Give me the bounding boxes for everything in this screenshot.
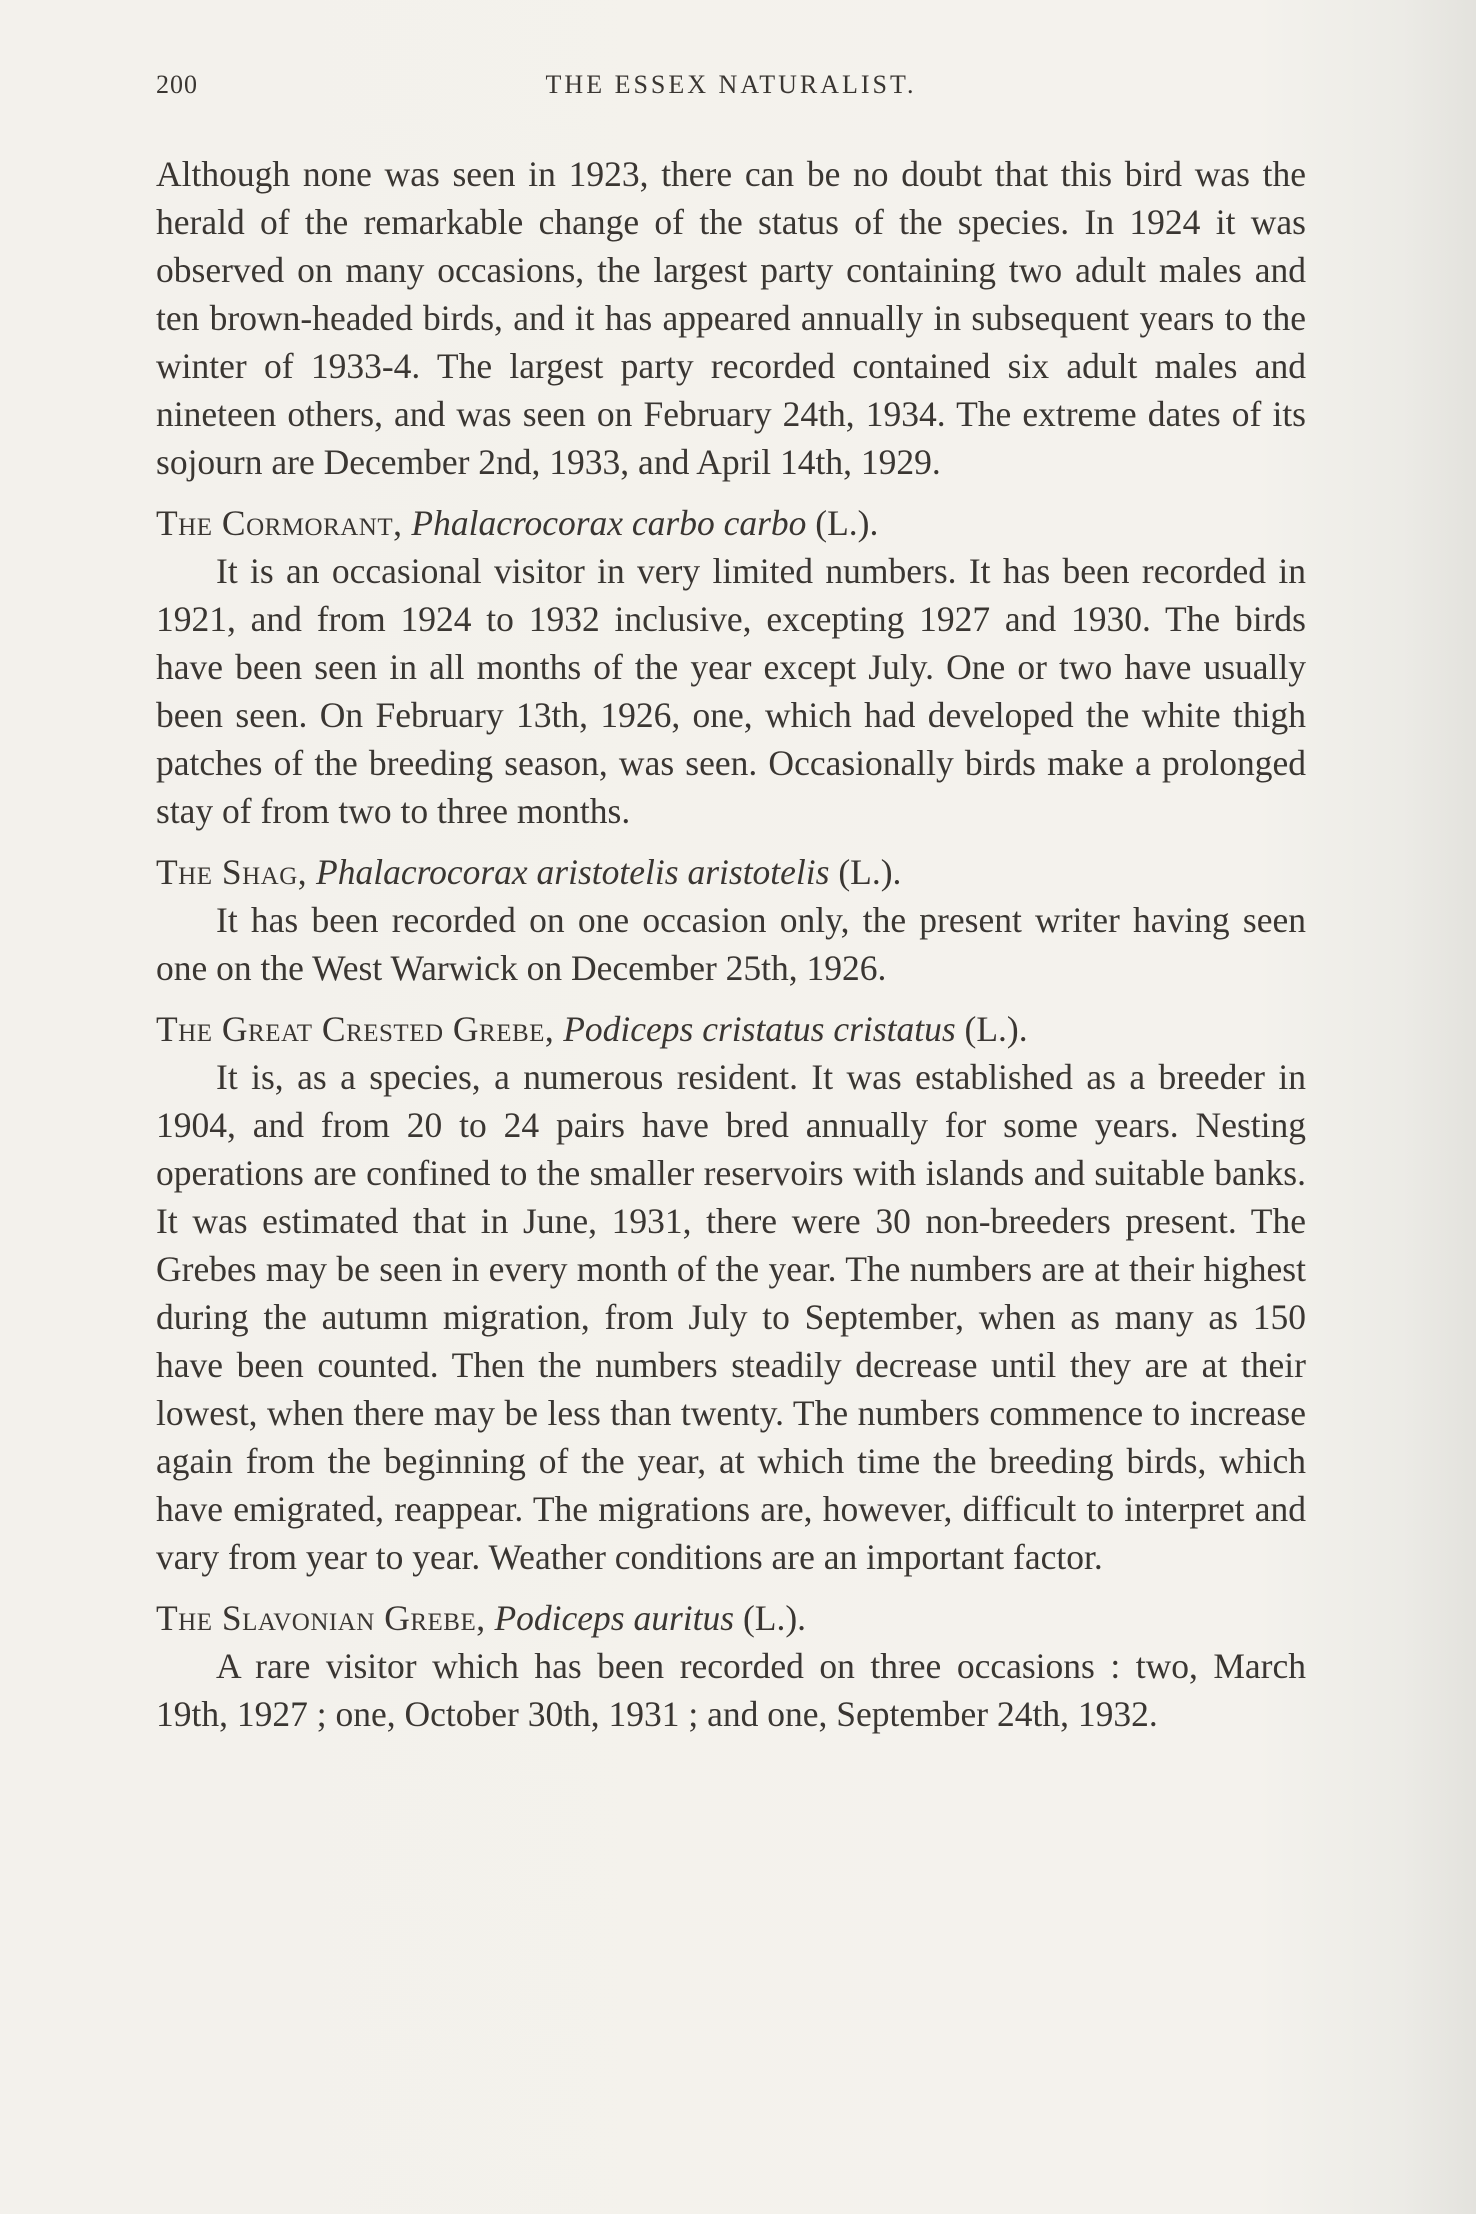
species-scientific-name: Podiceps auritus: [494, 1598, 735, 1638]
species-common-name: The Great Crested Grebe,: [156, 1009, 555, 1049]
species-scientific-name: Phalacrocorax carbo carbo: [411, 503, 807, 543]
species-common-name: The Cormorant,: [156, 503, 403, 543]
species-paragraph-great-crested-grebe: It is, as a species, a numerous resident. It was established as a breeder in 1904, and from 20 to 24 pairs have bred annually for some years. Nesting operations are confined to the smaller reservoirs with islands and suitable banks. It was estimated that in June, 1931, there were 30 non-breeders present. The Grebes may be seen in every month of the year. The numbers are at their highest during the autumn migration, from July to September, when as many as 150 have been counted. Then the numbers steadily decrease until they are at their lowest, when there may be less than twenty. The numbers commence to increase again from the beginning of the year, at which time the breeding birds, which have emigrated, reappear. The migrations are, however, difficult to interpret and vary from year to year. Weather conditions are an important factor.: [156, 1057, 1306, 1577]
species-heading-great-crested-grebe: [156, 1005, 1306, 1053]
body-text: [156, 150, 1306, 1738]
species-authority: (L.).: [964, 1009, 1028, 1049]
species-paragraph-cormorant: It is an occasional visitor in very limited numbers. It has been recorded in 1921, and from 1924 to 1932 inclusive, excepting 1927 and 1930. The birds have been seen in all months of the year except July. One or two have usually been seen. On February 13th, 1926, one, which had developed the white thigh patches of the breeding season, was seen. Occasionally birds make a prolonged stay of from two to three months.: [156, 551, 1306, 831]
species-heading-shag: [156, 848, 1306, 896]
species-heading-slavonian-grebe: [156, 1594, 1306, 1642]
species-paragraph-shag: It has been recorded on one occasion only, the present writer having seen one on the West Warwick on December 25th, 1926.: [156, 900, 1306, 988]
species-common-name: The Slavonian Grebe,: [156, 1598, 486, 1638]
running-title: THE ESSEX NATURALIST.: [545, 70, 917, 99]
page-number: 200: [156, 70, 198, 99]
page-header: [156, 70, 1306, 110]
species-authority: (L.).: [815, 503, 879, 543]
species-scientific-name: Podiceps cristatus cristatus: [563, 1009, 956, 1049]
species-common-name: The Shag,: [156, 852, 308, 892]
species-authority: (L.).: [742, 1598, 807, 1638]
species-authority: (L.).: [838, 852, 902, 892]
species-scientific-name: Phalacrocorax aristotelis aristotelis: [316, 852, 830, 892]
intro-paragraph: Although none was seen in 1923, there can be no doubt that this bird was the herald of the remarkable change of the status of the species. In 1924 it was observed on many occasions, the largest party containing two adult males and ten brown-headed birds, and it has appeared annually in subsequent years to the winter of 1933-4. The largest party recorded contained six adult males and nineteen others, and was seen on February 24th, 1934. The extreme dates of its sojourn are December 2nd, 1933, and April 14th, 1929.: [156, 154, 1306, 482]
species-heading-cormorant: [156, 499, 1306, 547]
species-paragraph-slavonian-grebe: A rare visitor which has been recorded on three occasions : two, March 19th, 1927 ; one, October 30th, 1931 ; and one, September 24th, 1932.: [156, 1646, 1306, 1734]
